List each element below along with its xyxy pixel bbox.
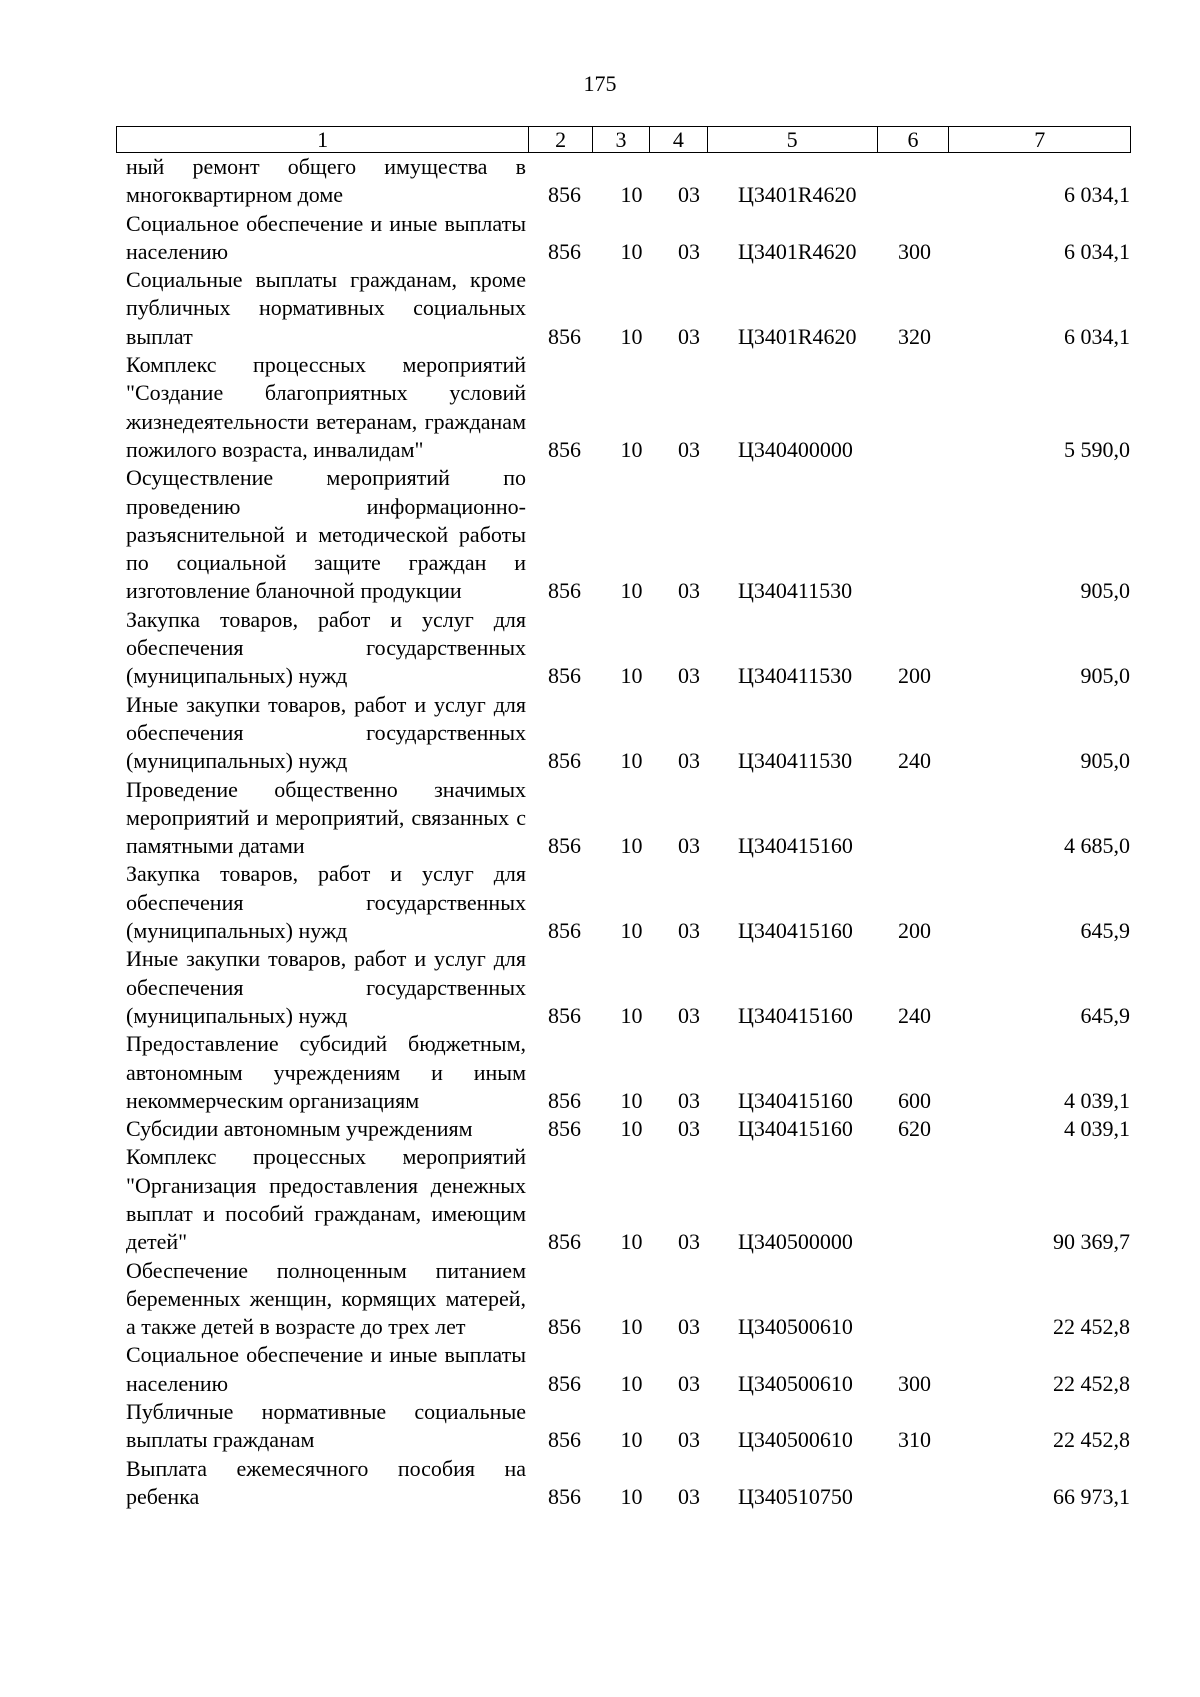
row-name: Иные закупки товаров, работ и услуг для обеспечения государственных (муниципальных) нужд: [126, 691, 526, 774]
row-amount: 90 369,7: [1053, 1229, 1130, 1255]
row-col-2: 856: [548, 1229, 581, 1255]
row-amount: 6 034,1: [1064, 182, 1130, 208]
row-col-2: 856: [548, 748, 581, 774]
row-col-4: 03: [678, 238, 700, 264]
row-col-3: 10: [620, 323, 643, 349]
row-target-code: Ц340415160: [738, 918, 853, 944]
row-amount: 905,0: [1080, 748, 1130, 774]
row-col-2: 856: [548, 182, 581, 208]
row-col-2: 856: [548, 833, 581, 859]
row-amount: 4 039,1: [1064, 1087, 1130, 1113]
row-col-2: 856: [548, 323, 581, 349]
row-col-2: 856: [548, 436, 581, 462]
page-number: 175: [583, 71, 617, 96]
header-col-2: 2: [529, 127, 593, 152]
header-col-7: 7: [1034, 127, 1046, 152]
row-col-2: 856: [548, 1427, 581, 1453]
row-col-3: 10: [620, 748, 643, 774]
row-name: Закупка товаров, работ и услуг для обеспечения государственных (муниципальных) нужд: [126, 861, 526, 944]
header-col-5: 5: [708, 127, 878, 152]
table-row: [116, 860, 1131, 945]
table-row: [116, 210, 1131, 267]
row-amount: 905,0: [1080, 663, 1130, 689]
row-name: Социальное обеспечение и иные выплаты населению: [126, 210, 526, 264]
row-col-3: 10: [620, 1002, 643, 1028]
row-col-3: 10: [620, 1116, 643, 1142]
row-col-4: 03: [678, 578, 700, 604]
row-name: Обеспечение полноценным питанием беременных женщин, кормящих матерей, а также детей в возрасте до трех лет: [126, 1257, 526, 1340]
table-row: [116, 691, 1131, 776]
row-name: Осуществление мероприятий по проведению информационно-разъяснительной и методической работы по социальной защите граждан и изготовление бланочной продукции: [126, 465, 526, 604]
header-col-6: 6: [878, 127, 950, 152]
row-amount: 645,9: [1080, 918, 1130, 944]
row-target-code: Ц340411530: [738, 748, 853, 774]
row-col-3: 10: [620, 663, 643, 689]
row-expense-type: 310: [898, 1427, 931, 1453]
row-target-code: Ц340500610: [738, 1314, 853, 1340]
table-row: [116, 1341, 1131, 1398]
row-col-2: 856: [548, 1116, 581, 1142]
row-col-3: 10: [620, 1483, 643, 1509]
row-col-2: 856: [548, 1087, 581, 1113]
row-name: Социальное обеспечение и иные выплаты населению: [126, 1342, 526, 1396]
row-col-4: 03: [678, 323, 700, 349]
row-name: ный ремонт общего имущества в многоквартирном доме: [126, 154, 526, 208]
budget-table: [116, 126, 1131, 1511]
row-col-4: 03: [678, 1427, 700, 1453]
row-amount: 66 973,1: [1053, 1483, 1130, 1509]
row-col-2: 856: [548, 238, 581, 264]
row-col-4: 03: [678, 1087, 700, 1113]
row-expense-type: 300: [898, 1370, 931, 1396]
row-target-code: Ц3401R4620: [738, 323, 857, 349]
row-expense-type: 320: [898, 323, 931, 349]
row-col-4: 03: [678, 918, 700, 944]
row-col-4: 03: [678, 1002, 700, 1028]
row-col-3: 10: [620, 1314, 643, 1340]
row-expense-type: 240: [898, 748, 931, 774]
row-col-2: 856: [548, 1002, 581, 1028]
table-body: [116, 153, 1131, 1511]
header-col-4: 4: [650, 127, 708, 152]
row-expense-type: 240: [898, 1002, 931, 1028]
row-name: Иные закупки товаров, работ и услуг для обеспечения государственных (муниципальных) нужд: [126, 946, 526, 1028]
header-col-3: 3: [593, 127, 650, 152]
row-amount: 22 452,8: [1053, 1427, 1130, 1453]
row-amount: 4 039,1: [1064, 1116, 1130, 1142]
row-col-3: 10: [620, 182, 643, 208]
row-col-4: 03: [678, 182, 700, 208]
row-expense-type: 200: [898, 918, 931, 944]
row-target-code: Ц340415160: [738, 1087, 853, 1113]
row-col-3: 10: [620, 1370, 643, 1396]
row-col-4: 03: [678, 833, 700, 859]
table-row: [116, 1455, 1131, 1512]
table-row: [116, 1257, 1131, 1342]
table-row: [116, 266, 1131, 351]
table-row: [116, 1398, 1131, 1455]
row-name: Закупка товаров, работ и услуг для обеспечения государственных (муниципальных) нужд: [126, 606, 526, 689]
row-col-3: 10: [620, 238, 643, 264]
row-target-code: Ц340500610: [738, 1370, 853, 1396]
row-col-4: 03: [678, 1229, 700, 1255]
table-row: [116, 776, 1131, 861]
row-expense-type: 600: [898, 1087, 931, 1113]
row-name: Выплата ежемесячного пособия на ребенка: [126, 1455, 526, 1509]
row-target-code: Ц340400000: [738, 436, 853, 462]
row-amount: 6 034,1: [1064, 238, 1130, 264]
table-row: [116, 351, 1131, 464]
table-row: [116, 945, 1131, 1030]
table-row: [116, 1115, 1131, 1143]
row-col-2: 856: [548, 578, 581, 604]
row-name: Проведение общественно значимых мероприятий и мероприятий, связанных с памятными датами: [126, 776, 526, 859]
row-amount: 905,0: [1080, 578, 1130, 604]
row-col-2: 856: [548, 1370, 581, 1396]
row-target-code: Ц340510750: [738, 1483, 853, 1509]
table-row: [116, 464, 1131, 605]
row-col-3: 10: [620, 918, 643, 944]
row-target-code: Ц340415160: [738, 833, 853, 859]
row-target-code: Ц340411530: [738, 663, 853, 689]
row-col-3: 10: [620, 578, 643, 604]
row-col-4: 03: [678, 436, 700, 462]
row-col-3: 10: [620, 436, 643, 462]
row-col-2: 856: [548, 1483, 581, 1509]
header-col-1: 1: [117, 127, 529, 152]
row-name: Комплекс процессных мероприятий "Организация предоставления денежных выплат и пособий гражданам, имеющим детей": [126, 1144, 526, 1255]
row-target-code: Ц340415160: [738, 1116, 853, 1142]
row-col-3: 10: [620, 1229, 643, 1255]
row-target-code: Ц3401R4620: [738, 238, 857, 264]
row-amount: 6 034,1: [1064, 323, 1130, 349]
row-target-code: Ц340500000: [738, 1229, 853, 1255]
table-row: [116, 1143, 1131, 1256]
row-name: Публичные нормативные социальные выплаты гражданам: [126, 1399, 526, 1453]
row-col-3: 10: [620, 1087, 643, 1113]
row-amount: 5 590,0: [1064, 436, 1130, 462]
row-expense-type: 200: [898, 663, 931, 689]
row-amount: 4 685,0: [1064, 833, 1130, 859]
row-col-3: 10: [620, 833, 643, 859]
table-row: [116, 153, 1131, 210]
row-col-2: 856: [548, 663, 581, 689]
row-name: Комплекс процессных мероприятий "Создание благоприятных условий жизнедеятельности ветеранам, гражданам пожилого возраста, инвалидам": [126, 352, 526, 462]
table-header: [116, 126, 1131, 153]
row-amount: 645,9: [1080, 1002, 1130, 1028]
row-target-code: Ц340411530: [738, 578, 853, 604]
row-col-4: 03: [678, 748, 700, 774]
row-col-2: 856: [548, 1314, 581, 1340]
row-amount: 22 452,8: [1053, 1314, 1130, 1340]
row-col-4: 03: [678, 1314, 700, 1340]
row-amount: 22 452,8: [1053, 1370, 1130, 1396]
row-name: Предоставление субсидий бюджетным, автономным учреждениям и иным некоммерческим организациям: [126, 1031, 526, 1113]
row-col-4: 03: [678, 1370, 700, 1396]
row-col-4: 03: [678, 1483, 700, 1509]
row-target-code: Ц340500610: [738, 1427, 853, 1453]
row-target-code: Ц340415160: [738, 1002, 853, 1028]
row-target-code: Ц3401R4620: [738, 182, 857, 208]
table-row: [116, 1030, 1131, 1115]
table-row: [116, 606, 1131, 691]
row-col-4: 03: [678, 663, 700, 689]
row-col-2: 856: [548, 918, 581, 944]
row-expense-type: 300: [898, 238, 931, 264]
row-expense-type: 620: [898, 1116, 931, 1142]
row-col-3: 10: [620, 1427, 643, 1453]
row-name: Субсидии автономным учреждениям: [126, 1116, 473, 1142]
row-col-4: 03: [678, 1116, 700, 1142]
row-name: Социальные выплаты гражданам, кроме публичных нормативных социальных выплат: [126, 267, 526, 349]
